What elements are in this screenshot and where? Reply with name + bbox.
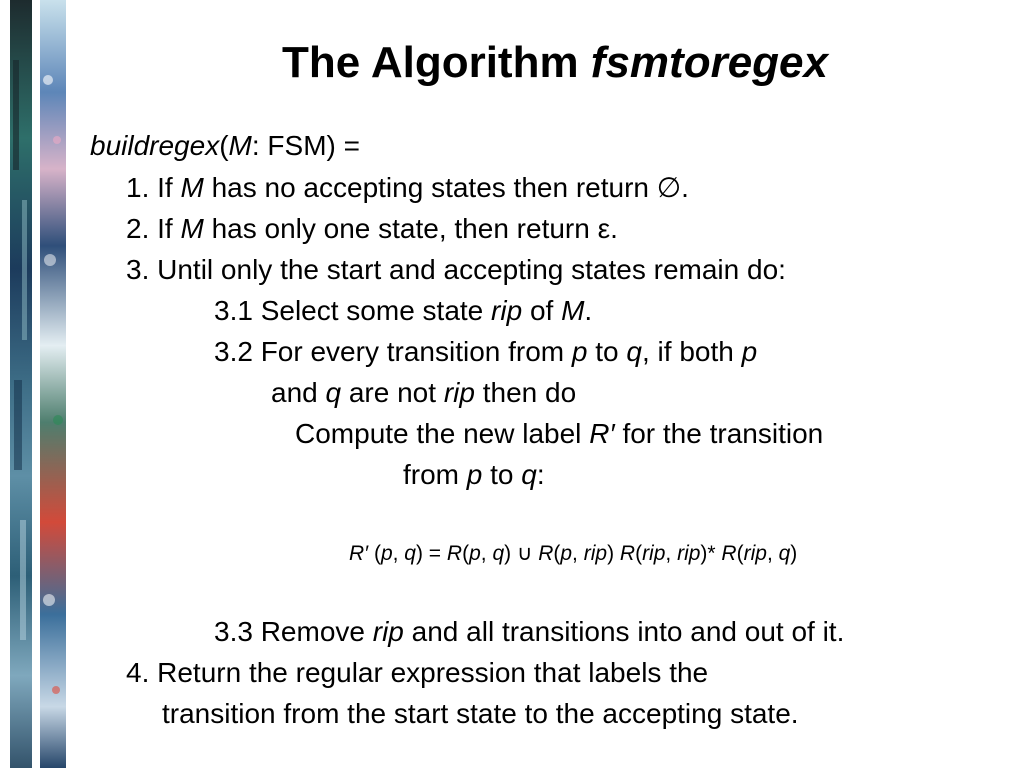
slide-title: The Algorithm fsmtoregex [282, 38, 828, 87]
function-header: buildregex(M: FSM) = [90, 130, 360, 161]
decorative-strip-light [40, 0, 66, 768]
rip-equation: R′ (p, q) = R(p, q) ∪ R(p, rip) R(rip, rip)* R(rip, q) [349, 542, 798, 565]
step-4-continued: transition from the start state to the accepting state. [162, 698, 799, 729]
step-3-2-continued: and q are not rip then do [271, 377, 577, 408]
from-p-to-q: from p to q: [403, 459, 545, 490]
decorative-strip-dark [10, 0, 32, 768]
compute-label: Compute the new label R′ for the transition [295, 418, 824, 449]
step-4: 4. Return the regular expression that labels the [126, 657, 709, 688]
step-3-1: 3.1 Select some state rip of M. [214, 295, 593, 326]
step-1: 1. If M has no accepting states then return ∅. [126, 172, 689, 203]
step-3: 3. Until only the start and accepting states remain do: [126, 254, 786, 285]
step-2: 2. If M has only one state, then return ε. [126, 213, 618, 244]
step-3-3: 3.3 Remove rip and all transitions into and out of it. [214, 616, 845, 647]
step-3-2: 3.2 For every transition from p to q, if both p [214, 336, 758, 367]
